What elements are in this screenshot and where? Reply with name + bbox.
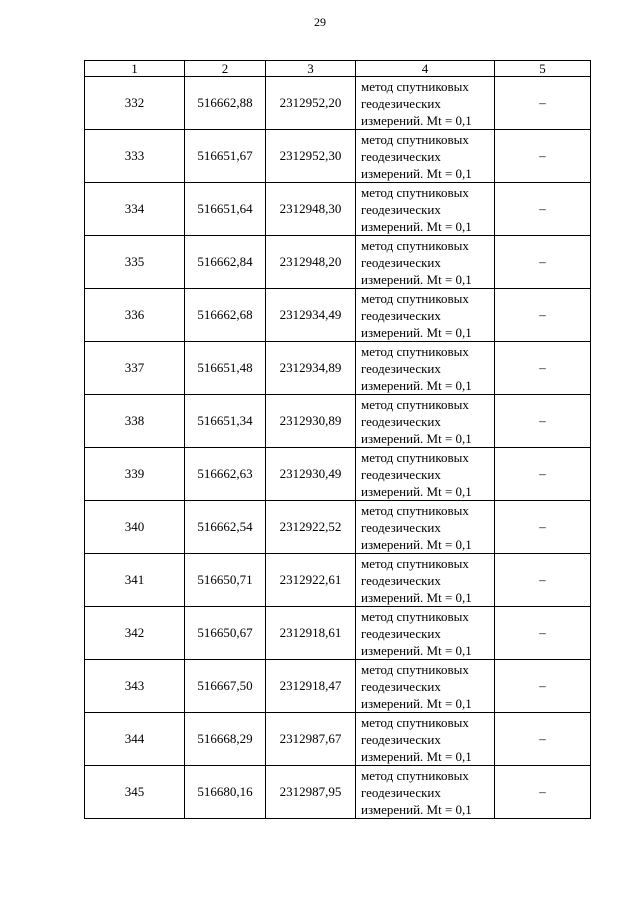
coordinate-y: 2312918,47 [266,660,356,713]
method-line: геодезических [361,519,441,535]
coordinate-y: 2312918,61 [266,607,356,660]
method-line: геодезических [361,360,441,376]
table-row [85,236,591,289]
point-number: 335 [85,236,185,289]
method-line: геодезических [361,413,441,429]
method-line: измерений. Mt = 0,1 [361,483,472,499]
coordinate-x: 516662,88 [185,77,266,130]
point-number: 334 [85,183,185,236]
coordinate-x: 516680,16 [185,766,266,819]
note: – [495,554,591,607]
coordinate-x: 516662,68 [185,289,266,342]
method-line: геодезических [361,95,441,111]
method-description [356,130,495,183]
method-description [356,660,495,713]
table-row [85,448,591,501]
coordinate-x: 516650,67 [185,607,266,660]
coordinate-y: 2312952,20 [266,77,356,130]
method-line: измерений. Mt = 0,1 [361,377,472,393]
method-line: метод спутниковых [361,131,469,147]
table-header [85,61,591,77]
point-number: 341 [85,554,185,607]
method-line: измерений. Mt = 0,1 [361,271,472,287]
method-line: измерений. Mt = 0,1 [361,695,472,711]
method-line: измерений. Mt = 0,1 [361,112,472,128]
note: – [495,77,591,130]
coordinate-x: 516651,67 [185,130,266,183]
table-body [85,77,591,819]
method-line: метод спутниковых [361,449,469,465]
table-row [85,77,591,130]
method-description [356,501,495,554]
coordinate-y: 2312952,30 [266,130,356,183]
method-description [356,713,495,766]
method-line: метод спутниковых [361,78,469,94]
table-row [85,183,591,236]
point-number: 343 [85,660,185,713]
method-line: измерений. Mt = 0,1 [361,642,472,658]
method-line: геодезических [361,307,441,323]
method-line: измерений. Mt = 0,1 [361,748,472,764]
point-number: 340 [85,501,185,554]
coordinate-x: 516662,84 [185,236,266,289]
method-line: метод спутниковых [361,184,469,200]
table-row [85,130,591,183]
method-line: геодезических [361,625,441,641]
method-line: метод спутниковых [361,290,469,306]
method-description [356,395,495,448]
note: – [495,501,591,554]
method-description [356,554,495,607]
point-number: 344 [85,713,185,766]
method-line: измерений. Mt = 0,1 [361,218,472,234]
coordinate-y: 2312987,67 [266,713,356,766]
method-description [356,289,495,342]
table-row [85,766,591,819]
method-line: измерений. Mt = 0,1 [361,536,472,552]
table-row [85,289,591,342]
note: – [495,448,591,501]
point-number: 338 [85,395,185,448]
coordinate-x: 516667,50 [185,660,266,713]
method-description [356,766,495,819]
coordinate-y: 2312922,61 [266,554,356,607]
note: – [495,395,591,448]
method-line: геодезических [361,201,441,217]
note: – [495,236,591,289]
method-line: метод спутниковых [361,608,469,624]
method-line: метод спутниковых [361,767,469,783]
coordinate-y: 2312922,52 [266,501,356,554]
table-row [85,554,591,607]
method-line: измерений. Mt = 0,1 [361,165,472,181]
point-number: 332 [85,77,185,130]
method-line: метод спутниковых [361,555,469,571]
table-row [85,607,591,660]
method-description [356,342,495,395]
method-line: метод спутниковых [361,714,469,730]
point-number: 339 [85,448,185,501]
table-row [85,660,591,713]
method-line: метод спутниковых [361,343,469,359]
coordinate-y: 2312948,20 [266,236,356,289]
note: – [495,130,591,183]
point-number: 337 [85,342,185,395]
coordinate-x: 516650,71 [185,554,266,607]
method-line: измерений. Mt = 0,1 [361,801,472,817]
note: – [495,289,591,342]
coordinate-y: 2312930,89 [266,395,356,448]
coordinate-y: 2312948,30 [266,183,356,236]
column-header-4: 4 [356,61,495,77]
table-row [85,713,591,766]
column-header-3: 3 [266,61,356,77]
column-header-1: 1 [85,61,185,77]
point-number: 345 [85,766,185,819]
method-description [356,183,495,236]
column-header-2: 2 [185,61,266,77]
table-row [85,395,591,448]
header-row [85,61,591,77]
column-header-5: 5 [495,61,591,77]
note: – [495,660,591,713]
method-description [356,448,495,501]
method-line: измерений. Mt = 0,1 [361,324,472,340]
table-row [85,501,591,554]
coordinate-x: 516651,34 [185,395,266,448]
coordinate-y: 2312934,49 [266,289,356,342]
point-number: 336 [85,289,185,342]
method-line: геодезических [361,678,441,694]
point-number: 333 [85,130,185,183]
method-line: метод спутниковых [361,396,469,412]
method-description [356,77,495,130]
method-line: геодезических [361,572,441,588]
coordinate-x: 516662,63 [185,448,266,501]
page-number: 29 [314,15,326,29]
method-description [356,607,495,660]
coordinate-x: 516668,29 [185,713,266,766]
coordinate-y: 2312930,49 [266,448,356,501]
method-line: геодезических [361,731,441,747]
coordinates-table [84,60,591,819]
method-line: геодезических [361,254,441,270]
note: – [495,183,591,236]
note: – [495,713,591,766]
coordinate-x: 516662,54 [185,501,266,554]
coordinate-x: 516651,48 [185,342,266,395]
table-row [85,342,591,395]
method-line: метод спутниковых [361,237,469,253]
method-line: геодезических [361,784,441,800]
note: – [495,607,591,660]
coordinate-y: 2312987,95 [266,766,356,819]
coordinate-x: 516651,64 [185,183,266,236]
method-line: измерений. Mt = 0,1 [361,589,472,605]
method-line: измерений. Mt = 0,1 [361,430,472,446]
method-line: метод спутниковых [361,502,469,518]
point-number: 342 [85,607,185,660]
note: – [495,342,591,395]
method-description [356,236,495,289]
method-line: геодезических [361,466,441,482]
method-line: геодезических [361,148,441,164]
method-line: метод спутниковых [361,661,469,677]
note: – [495,766,591,819]
coordinate-y: 2312934,89 [266,342,356,395]
